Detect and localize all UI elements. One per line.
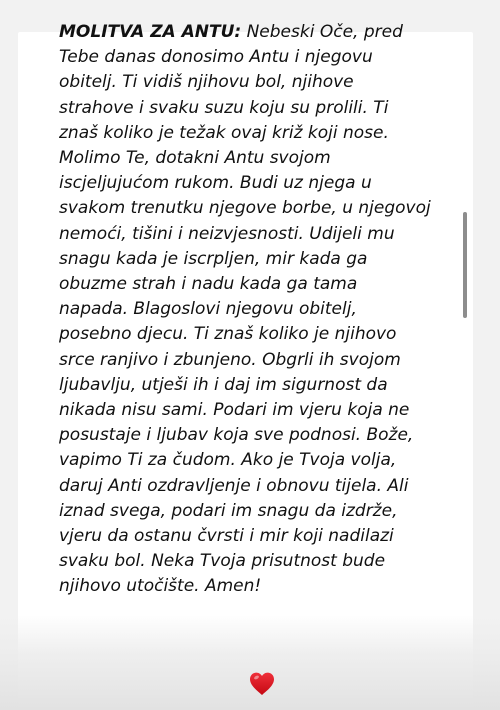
- heart-icon: [248, 670, 276, 698]
- prayer-title: MOLITVA ZA ANTU:: [59, 22, 242, 42]
- scrollbar[interactable]: [463, 212, 467, 318]
- prayer-text: [59, 20, 431, 600]
- prayer-body: Nebeski Oče, pred Tebe danas donosimo Antu i njegovu obitelj. Ti vidiš njihovu bol, njihove strahove i svaku suzu koju su prolili. Ti znaš koliko je težak ovaj križ koji nose. Molimo Te, dotakni Antu svojom iscjeljujućom rukom. Budi uz njega u svakom trenutku njegove borbe, u njegovoj nemoći, tišini i neizvjesnosti. Udijeli mu snagu kada je iscrpljen, mir kada ga obuzme strah i nadu kada ga tama napada. Blagoslovi njegovu obitelj, posebno djecu. Ti znaš koliko je njihovo srce ranjivo i zbunjeno. Obgrli ih svojom ljubavlju, utješi ih i daj im sigurnost da nikada nisu sami. Podari im vjeru koja ne posustaje i ljubav koja sve podnosi. Bože, vapimo Ti za čudom. Ako je Tvoja volja, daruj Anti ozdravljenje i obnovu tijela. Ali iznad svega, podari im snagu da izdrže, vjeru da ostanu čvrsti i mir koji nadilazi svaku bol. Neka Tvoja prisutnost bude njihovo utočište. Amen!: [59, 22, 431, 597]
- heart-reaction-button[interactable]: [248, 670, 276, 698]
